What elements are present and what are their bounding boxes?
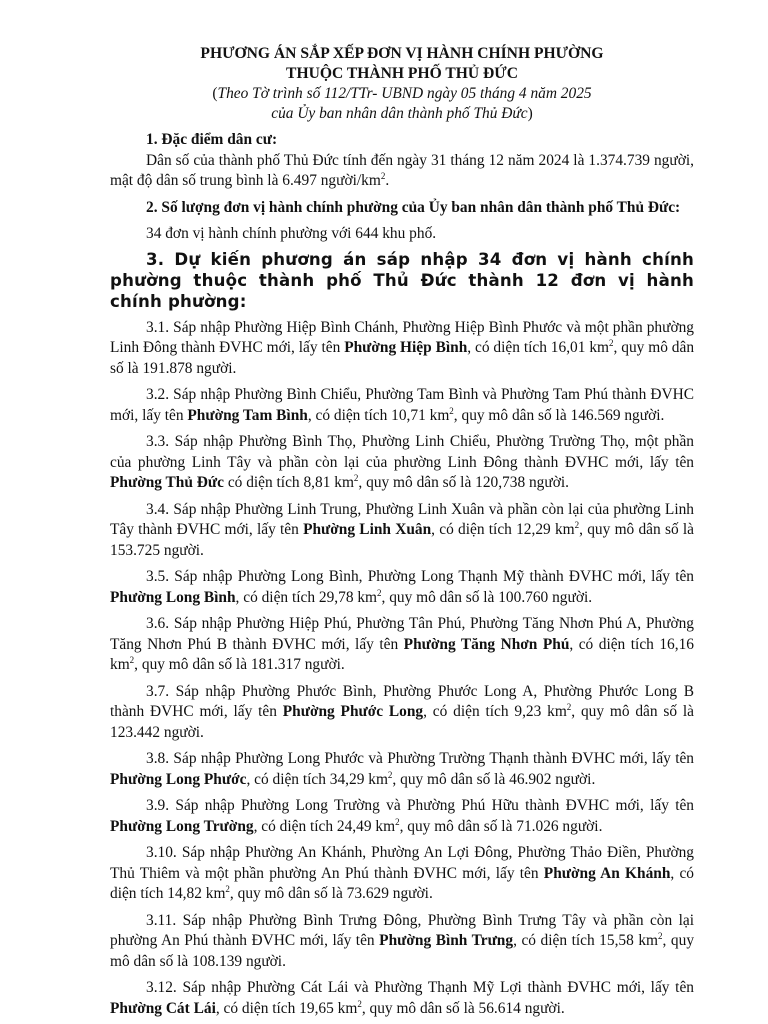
merger-item-population: , quy mô dân số là 71.026 người. <box>399 817 603 835</box>
merger-item-text: 3.6. Sáp nhập Phường Hiệp Phú, Phường Tân Phú, Phường Tăng Nhơn Phú A, Phường Tăng Nhơn Phú B thành ĐVHC mới, lấy tên <box>110 615 694 653</box>
merger-item-text: 3.10. Sáp nhập Phường An Khánh, Phường An Lợi Đông, Phường Thảo Điền, Phường Thủ Thiêm và một phần phường An Phú thành ĐVHC mới, lấy tên <box>110 844 694 882</box>
section-1-body: Dân số của thành phố Thủ Đức tính đến ngày 31 tháng 12 năm 2024 là 1.374.739 người, mật độ dân số trung bình là 6.497 người/km <box>110 151 694 189</box>
merger-item-area: , có diện tích 34,29 km <box>246 770 388 788</box>
merger-item-text: 3.5. Sáp nhập Phường Long Bình, Phường Long Thạnh Mỹ thành ĐVHC mới, lấy tên <box>146 568 694 585</box>
merger-item <box>110 978 694 1019</box>
merger-item <box>110 432 694 494</box>
section-1-end: . <box>385 172 390 189</box>
merger-item-area-unit-sup: 2 <box>574 519 580 530</box>
merger-item <box>110 318 694 380</box>
merger-item <box>110 682 694 744</box>
subtitle-close-paren: ) <box>527 105 533 122</box>
section-1-sup: 2 <box>380 170 386 181</box>
merger-item <box>110 385 694 426</box>
section-2-text: 34 đơn vị hành chính phường với 644 khu phố. <box>146 225 437 242</box>
merger-item-text: 3.11. Sáp nhập Phường Bình Trưng Đông, Phường Bình Trưng Tây và phần còn lại phường An Phú thành ĐVHC mới, lấy tên <box>110 911 694 949</box>
merger-item-area: , có diện tích 16,01 km <box>467 339 609 356</box>
merger-item-area: , có diện tích 9,23 km <box>423 703 567 720</box>
subtitle-text-1: Theo Tờ trình số 112/TTr- UBND ngày 05 tháng 4 năm 2025 <box>217 85 592 102</box>
merger-item-new-ward-name: Phường Bình Trưng <box>379 932 514 949</box>
merger-item-area-unit-sup: 2 <box>225 883 230 894</box>
document-title-line-2: THUỘC THÀNH PHỐ THỦ ĐỨC <box>286 65 518 82</box>
merger-item <box>110 911 694 973</box>
merger-list <box>110 318 694 1020</box>
merger-item-area-unit-sup: 2 <box>387 769 393 780</box>
merger-item-population: , quy mô dân số là 73.629 người. <box>229 885 433 902</box>
merger-item-new-ward-name: Phường An Khánh <box>543 864 671 882</box>
document-title-line-1: PHƯƠNG ÁN SẮP XẾP ĐƠN VỊ HÀNH CHÍNH PHƯỜNG <box>200 45 604 62</box>
merger-item-population: , quy mô dân số là 181.317 người. <box>134 656 345 673</box>
merger-item-population: , quy mô dân số là 108.139 người. <box>110 932 695 970</box>
merger-item-text: 3.9. Sáp nhập Phường Long Trường và Phường Phú Hữu thành ĐVHC mới, lấy tên <box>146 797 694 814</box>
merger-item-area-unit-sup: 2 <box>353 472 359 483</box>
subtitle-open-paren: ( <box>212 85 218 102</box>
merger-item-new-ward-name: Phường Cát Lái <box>110 999 216 1017</box>
merger-item-population: , quy mô dân số là 46.902 người. <box>392 770 596 788</box>
subtitle-text-2: của Ủy ban nhân dân thành phố Thủ Đức <box>271 105 528 122</box>
merger-item-text: 3.2. Sáp nhập Phường Bình Chiểu, Phường Tam Bình và Phường Tam Phú thành ĐVHC mới, lấy tên <box>110 386 694 424</box>
merger-item <box>110 500 694 562</box>
merger-item-area-unit-sup: 2 <box>658 930 663 941</box>
merger-item-text: 3.8. Sáp nhập Phường Long Phước và Phường Trường Thạnh thành ĐVHC mới, lấy tên <box>146 750 694 767</box>
merger-item-population: , quy mô dân số là 56.614 người. <box>361 999 565 1017</box>
merger-item <box>110 796 694 837</box>
merger-item-population: , quy mô dân số là 120,738 người. <box>358 474 569 491</box>
merger-item-new-ward-name: Phường Tam Bình <box>187 406 308 424</box>
section-1-heading: 1. Đặc điểm dân cư: <box>146 131 278 148</box>
merger-item-area-unit-sup: 2 <box>377 587 382 598</box>
merger-item-new-ward-name: Phường Long Bình <box>110 588 236 606</box>
merger-item-new-ward-name: Phường Thủ Đức <box>110 474 224 491</box>
merger-item-area: , có diện tích 15,58 km <box>513 932 659 949</box>
merger-item-area-unit-sup: 2 <box>609 337 614 348</box>
merger-item-population: , quy mô dân số là 100.760 người. <box>381 588 593 606</box>
merger-item-population: , quy mô dân số là 146.569 người. <box>453 406 665 424</box>
merger-item-text: 3.4. Sáp nhập Phường Linh Trung, Phường Linh Xuân và phần còn lại của phường Linh Tây thành ĐVHC mới, lấy tên <box>110 500 694 538</box>
merger-item-text: 3.1. Sáp nhập Phường Hiệp Bình Chánh, Phường Hiệp Bình Phước và một phần phường Linh Đông thành ĐVHC mới, lấy tên <box>110 318 694 356</box>
section-1-text <box>110 151 694 192</box>
merger-item-population: , quy mô dân số là 191.878 người. <box>110 339 695 377</box>
merger-item-new-ward-name: Phường Hiệp Bình <box>344 339 468 356</box>
merger-item-new-ward-name: Phường Linh Xuân <box>303 521 432 538</box>
merger-item-new-ward-name: Phường Phước Long <box>282 703 424 720</box>
section-2-heading: 2. Số lượng đơn vị hành chính phường của Ủy ban nhân dân thành phố Thủ Đức: <box>146 198 681 216</box>
section-3-heading: 3. Dự kiến phương án sáp nhập 34 đơn vị hành chính phường thuộc thành phố Thủ Đức thành 12 đơn vị hành chính phường: <box>110 249 694 311</box>
merger-item-area: , có diện tích 12,29 km <box>431 521 575 538</box>
merger-item-text: 3.3. Sáp nhập Phường Bình Thọ, Phường Linh Chiểu, Phường Trường Thọ, một phần của phường Linh Tây và phần còn lại của phường Linh Đông thành ĐVHC mới, lấy tên <box>110 433 694 471</box>
merger-item-area: , có diện tích 14,82 km <box>110 864 694 902</box>
merger-item <box>110 614 694 676</box>
merger-item-area: , có diện tích 24,49 km <box>253 817 396 835</box>
merger-item <box>110 749 694 790</box>
merger-item-area-unit-sup: 2 <box>395 816 400 827</box>
merger-item-new-ward-name: Phường Tăng Nhơn Phú <box>403 635 570 653</box>
merger-item-area: , có diện tích 29,78 km <box>235 588 378 606</box>
merger-item-area: , có diện tích 10,71 km <box>307 406 450 424</box>
document-subtitle-line-2 <box>110 104 694 124</box>
merger-item-new-ward-name: Phường Long Trường <box>110 817 254 835</box>
merger-item-area-unit-sup: 2 <box>449 405 454 416</box>
merger-item-population: , quy mô dân số là 123.442 người. <box>110 703 695 741</box>
merger-item-population: , quy mô dân số là 153.725 người. <box>110 521 695 559</box>
merger-item-area: , có diện tích 16,16 km <box>110 635 694 673</box>
merger-item <box>110 843 694 905</box>
merger-item-area-unit-sup: 2 <box>566 701 572 712</box>
merger-item-area: , có diện tích 19,65 km <box>215 999 358 1017</box>
merger-item-area: có diện tích 8,81 km <box>223 474 354 491</box>
document-subtitle-line-1 <box>110 84 694 104</box>
merger-item-area-unit-sup: 2 <box>129 654 135 665</box>
merger-item <box>110 567 694 608</box>
merger-item-new-ward-name: Phường Long Phước <box>110 770 247 788</box>
merger-item-text: 3.12. Sáp nhập Phường Cát Lái và Phường Thạnh Mỹ Lợi thành ĐVHC mới, lấy tên <box>146 979 694 996</box>
merger-item-text: 3.7. Sáp nhập Phường Phước Bình, Phường Phước Long A, Phường Phước Long B thành ĐVHC mới, lấy tên <box>110 682 694 720</box>
merger-item-area-unit-sup: 2 <box>357 998 362 1009</box>
